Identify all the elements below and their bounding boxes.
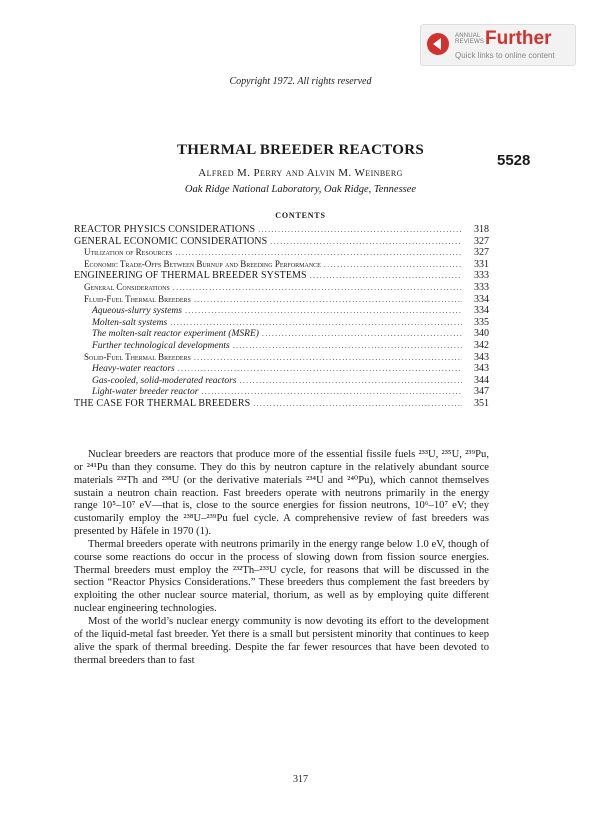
toc-entry-label: THE CASE FOR THERMAL BREEDERS xyxy=(74,397,251,409)
toc-entry[interactable] xyxy=(74,398,489,410)
toc-leader-dots xyxy=(253,398,462,410)
toc-leader-dots xyxy=(233,340,462,352)
toc-leader-dots xyxy=(310,270,462,282)
toc-leader-dots xyxy=(201,386,462,398)
body-paragraph: Most of the world’s nuclear energy community is now devoting its effort to the development of the liquid-metal fast breeder. Yet there is a small but persistent minority that continues to keep alive the spark of thermal breeding. Despite the far fewer resources that have been devoted to thermal breeders than to fast xyxy=(74,615,489,666)
toc-entry[interactable] xyxy=(74,340,489,352)
back-arrow-icon xyxy=(427,33,449,55)
toc-entry-label: Heavy-water reactors xyxy=(92,364,175,375)
toc-leader-dots xyxy=(324,259,462,271)
further-text xyxy=(455,29,555,60)
toc-entry-label: Utilization of Resources xyxy=(84,247,173,258)
toc-leader-dots xyxy=(258,224,462,236)
toc-leader-dots xyxy=(240,375,463,387)
toc-entry[interactable] xyxy=(74,305,489,317)
toc-entry-label: ENGINEERING OF THERMAL BREEDER SYSTEMS xyxy=(74,270,307,282)
toc-entry-label: REACTOR PHYSICS CONSIDERATIONS xyxy=(74,224,256,235)
annual-reviews-label: ANNUAL REVIEWS xyxy=(455,32,485,45)
toc-entry[interactable] xyxy=(74,352,489,364)
toc-entry-page: 351 xyxy=(474,397,489,409)
toc-entry-page: 335 xyxy=(474,316,489,328)
toc-entry-page: 344 xyxy=(474,374,489,386)
table-of-contents xyxy=(74,224,489,410)
toc-entry-page: 327 xyxy=(474,247,489,259)
toc-entry[interactable] xyxy=(74,282,489,294)
toc-entry-label: Aqueous-slurry systems xyxy=(92,306,182,317)
toc-leader-dots xyxy=(175,247,462,259)
body-text xyxy=(74,449,489,667)
toc-entry-label: Fluid-Fuel Thermal Breeders xyxy=(84,293,191,304)
toc-entry-label: Molten-salt systems xyxy=(92,317,168,328)
toc-entry[interactable] xyxy=(74,363,489,375)
toc-entry-page: 318 xyxy=(474,224,489,235)
article-code: 5528 xyxy=(497,152,531,169)
toc-entry-page: 343 xyxy=(474,351,489,363)
toc-entry[interactable] xyxy=(74,317,489,329)
toc-entry[interactable] xyxy=(74,236,489,248)
toc-leader-dots xyxy=(270,236,462,248)
further-banner[interactable] xyxy=(420,24,576,66)
toc-entry[interactable] xyxy=(74,328,489,340)
toc-entry-label: Economic Trade-Offs Between Burnup and Breeding Performance xyxy=(84,258,321,269)
toc-entry[interactable] xyxy=(74,270,489,282)
toc-entry-page: 340 xyxy=(474,328,489,340)
toc-leader-dots xyxy=(194,352,462,364)
further-subtitle: Quick links to online content xyxy=(455,51,555,60)
toc-entry-label: Further technological developments xyxy=(92,340,230,351)
toc-entry[interactable] xyxy=(74,375,489,387)
toc-leader-dots xyxy=(178,363,462,375)
toc-entry[interactable] xyxy=(74,294,489,306)
further-label: Further xyxy=(485,28,552,49)
affiliation: Oak Ridge National Laboratory, Oak Ridge, Tennessee xyxy=(184,184,417,195)
toc-entry-label: The molten-salt reactor experiment (MSRE) xyxy=(92,329,259,340)
authors: Alfred M. Perry and Alvin M. Weinberg xyxy=(198,167,403,179)
toc-entry-page: 343 xyxy=(474,363,489,375)
body-paragraph: Thermal breeders operate with neutrons primarily in the energy range below 1.0 eV, though of course some reactions do occur in the process of slowing down from fission source energies. Thermal breeders must employ the ²³²Th–²³³U cycle, for reasons that will be discussed in the section “Reactor Physics Considerations.” These breeders thus complement the fast breeders by exploiting the other nuclear source material, thorium, as well as by employing quite different nuclear engineering technologies. xyxy=(74,538,489,615)
toc-entry[interactable] xyxy=(74,386,489,398)
toc-entry[interactable] xyxy=(74,224,489,236)
body-paragraph: Nuclear breeders are reactors that produce more of the essential fissile fuels ²³³U, ²³⁵U, ²³⁹Pu, or ²⁴¹Pu than they consume. They do this by neutron capture in the relatively abundant source materials ²³²Th and ²³⁸U (or the derivative materials ²³⁴U and ²⁴⁰Pu), which cannot themselves sustain a neutron chain reaction. Fast breeders operate with neutrons primarily in the energy range 10⁵–10⁷ eV—that is, close to the source energies for fission neutrons, 10⁶–10⁷ eV; they customarily employ the ²³⁸U–²³⁹Pu fuel cycle. A comprehensive review of fast breeders was presented by Häfele in 1970 (1). xyxy=(74,449,489,538)
toc-entry[interactable] xyxy=(74,259,489,271)
toc-leader-dots xyxy=(185,305,462,317)
toc-entry-page: 333 xyxy=(474,281,489,293)
page-number: 317 xyxy=(293,774,308,785)
toc-entry-label: Gas-cooled, solid-moderated reactors xyxy=(92,375,237,386)
toc-entry-label: Solid-Fuel Thermal Breeders xyxy=(84,351,191,362)
toc-entry-page: 347 xyxy=(474,386,489,398)
toc-leader-dots xyxy=(170,317,462,329)
toc-entry-page: 342 xyxy=(474,339,489,351)
toc-leader-dots xyxy=(262,328,462,340)
toc-entry-label: General Considerations xyxy=(84,281,170,292)
toc-leader-dots xyxy=(173,282,462,294)
article-title: THERMAL BREEDER REACTORS xyxy=(177,142,424,158)
toc-entry-page: 334 xyxy=(474,293,489,305)
toc-entry-page: 334 xyxy=(474,305,489,317)
toc-entry-label: Light-water breeder reactor xyxy=(92,387,199,398)
toc-entry-label: GENERAL ECONOMIC CONSIDERATIONS xyxy=(74,235,268,247)
toc-entry-page: 327 xyxy=(474,235,489,247)
toc-entry[interactable] xyxy=(74,247,489,259)
toc-leader-dots xyxy=(194,294,462,306)
contents-heading: CONTENTS xyxy=(275,211,326,220)
toc-entry-page: 333 xyxy=(474,270,489,282)
toc-entry-page: 331 xyxy=(474,258,489,270)
copyright-notice: Copyright 1972. All rights reserved xyxy=(229,76,372,87)
